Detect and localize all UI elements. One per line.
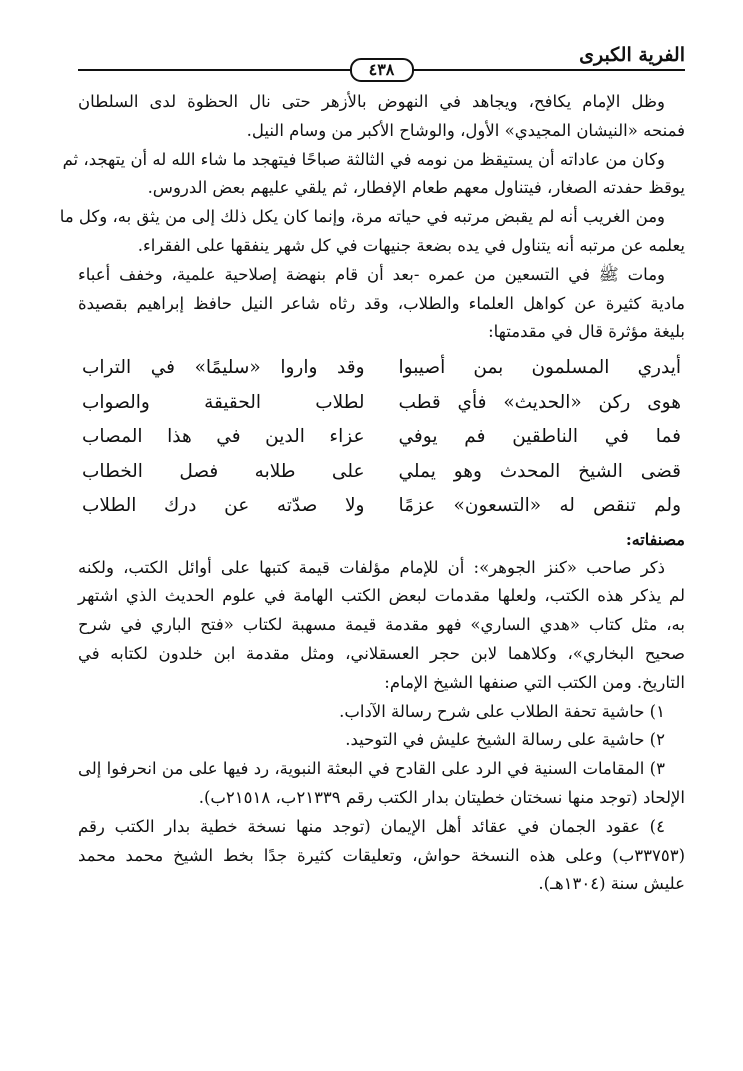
text-line: ٣) المقامات السنية في الرد على القادح في البعثة النبوية، رد فيها على من انحرفوا إلى xyxy=(78,759,665,779)
text-line: يوقظ حفدته الصغار، فيتناول معهم طعام الإفطار، ثم يلقي عليهم بعض الدروس. xyxy=(147,178,685,198)
page-header xyxy=(78,40,685,79)
text-line: عليش سنة (١٣٠٤هـ). xyxy=(538,874,685,894)
text-line: (٣٣٧٥٣ب) وعلى هذه النسخة حواش، وتعليقات كثيرة جدًا بخط الشيخ محمد محمد xyxy=(78,845,685,865)
verse-second-hemistich: عزاء الدين في هذا المصاب xyxy=(82,426,365,448)
text-line: به، مثل كتاب «هدي الساري» فهو مقدمة قيمة مسهبة لكتاب «فتح الباري في شرح xyxy=(78,615,685,635)
text-line: ٢) حاشية على رسالة الشيخ عليش في التوحيد. xyxy=(345,730,665,750)
poem-verse xyxy=(78,351,685,386)
paragraphs-top xyxy=(59,88,685,347)
verse-second-hemistich: لطلاب الحقيقة والصواب xyxy=(82,391,365,413)
verse-gap xyxy=(365,489,399,524)
verse-first-hemistich: قضى الشيخ المحدث وهو يملي xyxy=(398,460,681,482)
text-line: فمنحه «النيشان المجيدي» الأول، والوشاح الأكبر من وسام النيل. xyxy=(246,120,685,140)
poem xyxy=(78,351,685,524)
text-line: يعلمه عن مرتبه أنه يتناول في يده بضعة جنيهات في كل شهر ينفقها على الفقراء. xyxy=(137,235,685,255)
verse-gap xyxy=(365,455,399,490)
running-title: الفرية الكبرى xyxy=(579,44,685,66)
verse-second-hemistich: على طلابه فصل الخطاب xyxy=(82,460,365,482)
text-line: التاريخ. ومن الكتب التي صنفها الشيخ الإمام: xyxy=(384,672,685,692)
verse-gap xyxy=(365,351,399,386)
section-heading: مصنفاته: xyxy=(625,529,685,549)
page-body xyxy=(59,88,685,899)
text-line: بليغة مؤثرة قال في مقدمتها: xyxy=(488,322,685,342)
text-line: ٤) عقود الجمان في عقائد أهل الإيمان (توجد منها نسخة خطية بدار الكتب رقم xyxy=(78,816,665,836)
verse-first-hemistich: فما في الناطقين فم يوفي xyxy=(398,426,681,448)
text-line: الإلحاد (توجد منها نسختان خطيتان بدار الكتب رقم ٢١٣٣٩ب، ٢١٥١٨ب). xyxy=(198,788,685,808)
verse-second-hemistich: ولا صدّته عن درك الطلاب xyxy=(82,495,365,517)
poem-verse xyxy=(78,420,685,455)
paragraphs-bottom xyxy=(78,554,685,900)
text-line: ومن الغريب أنه لم يقبض مرتبه في حياته مرة، وإنما كان يكل ذلك إلى من يثق به، وكل ما xyxy=(59,207,665,227)
text-line: ١) حاشية تحفة الطلاب على شرح رسالة الآداب. xyxy=(339,701,665,721)
text-line: مادية كثيرة عن كواهل العلماء والطلاب، وقد رثاه شاعر النيل حافظ إبراهيم بقصيدة xyxy=(78,293,685,313)
verse-gap xyxy=(365,420,399,455)
verse-first-hemistich: ولم تنقص له «التسعون» عزمًا xyxy=(398,495,681,517)
poem-verse xyxy=(78,489,685,524)
poem-verse xyxy=(78,455,685,490)
text-line: وكان من عاداته أن يستيقظ من نومه في الثالثة صباحًا فيتهجد ما شاء الله له أن يتهجد، ثم xyxy=(62,149,665,169)
poem-verse xyxy=(78,386,685,421)
verse-first-hemistich: أيدري المسلمون بمن أصيبوا xyxy=(398,357,681,379)
verse-second-hemistich: وقد واروا «سليمًا» في التراب xyxy=(82,357,365,379)
verse-gap xyxy=(365,386,399,421)
text-line: لم يذكر هذه الكتب، ولعلها مقدمات لبعض الكتب الهامة في علوم الحديث الذي اشتهر xyxy=(78,586,685,606)
verse-first-hemistich: هوى ركن «الحديث» فأي قطب xyxy=(398,391,681,413)
text-line: ذكر صاحب «كنز الجوهر»: أن للإمام مؤلفات قيمة كتبها على أوائل الكتب، ولكنه xyxy=(78,557,665,577)
page-number: ٤٣٨ xyxy=(350,58,414,82)
text-line: ومات ﷺ في التسعين من عمره -بعد أن قام بنهضة إصلاحية علمية، وخفف أعباء xyxy=(78,264,665,284)
text-line: وظل الإمام يكافح، ويجاهد في النهوض بالأزهر حتى نال الحظوة لدى السلطان xyxy=(78,92,665,111)
text-line: صحيح البخاري»، وكلاهما لابن حجر العسقلاني، ومثل مقدمة ابن خلدون لكتابه في xyxy=(78,644,685,664)
